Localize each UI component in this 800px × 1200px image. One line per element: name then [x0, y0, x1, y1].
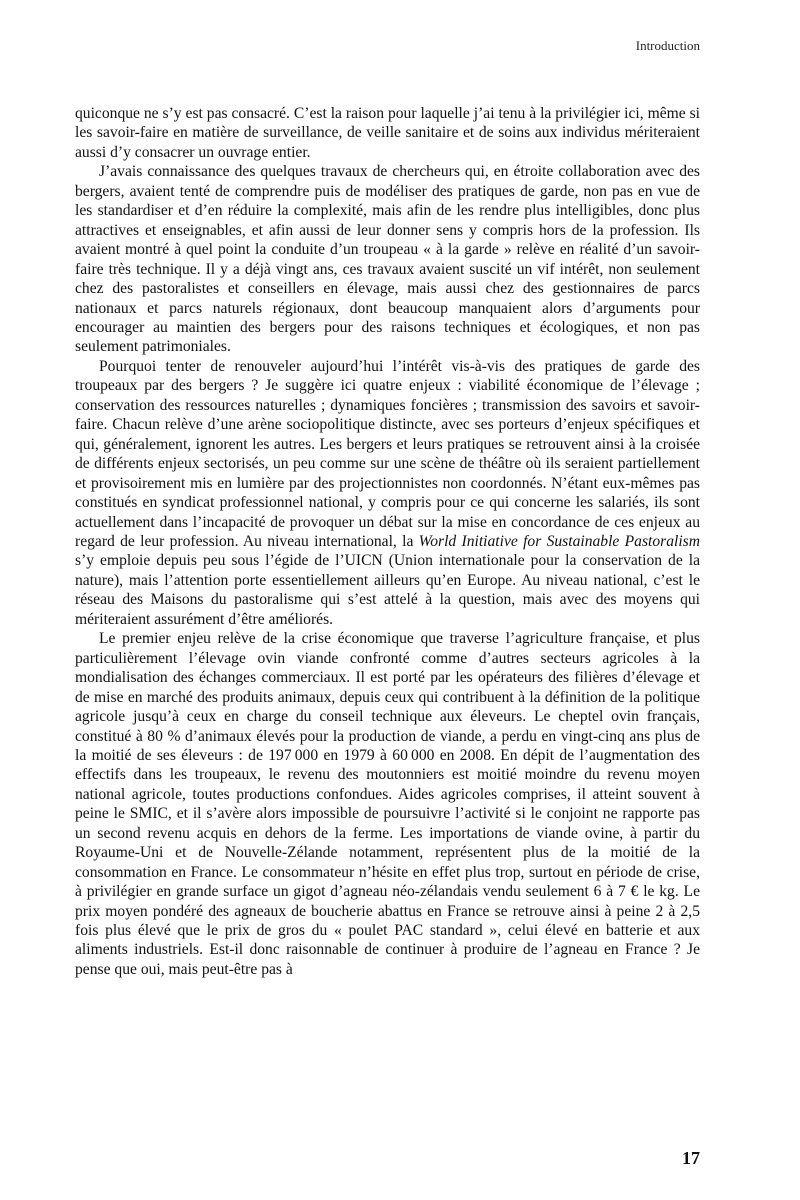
running-head: Introduction [635, 38, 700, 53]
paragraph-1: quiconque ne s’y est pas consacré. C’est la raison pour laquelle j’ai tenu à la privilégier ici, même si les savoir-faire en matière de surveillance, de veille sanitaire et de soins aux individus mériteraient aussi d’y consacrer un ouvrage entier. [75, 105, 700, 161]
paragraph-3-rest: s’y emploie depuis peu sous l’égide de l’UICN (Union internationale pour la conservation de la nature), mais l’attention porte essentiellement ailleurs qu’en Europe. Au niveau national, c’est le réseau des Maisons du pastoralisme qui s’est attelé à la question, mais avec des moyens qui mériteraient assurément d’être améliorés. [75, 552, 700, 628]
paragraph-4: Le premier enjeu relève de la crise économique que traverse l’agriculture française, et plus particulièrement l’élevage ovin viande confronté comme d’autres secteurs agricoles à la mondialisation des échanges commerciaux. Il est porté par les opérateurs des filières d’élevage et de mise en marché des produits animaux, depuis ceux qui contribuent à la définition de la politique agricole jusqu’à ceux en charge du conseil technique aux éleveurs. Le cheptel ovin français, constitué à 80 % d’animaux élevés pour la production de viande, a perdu en vingt-cinq ans plus de la moitié de ses éleveurs : de 197 000 en 1979 à 60 000 en 2008. En dépit de l’augmentation des effectifs dans les troupeaux, le revenu des moutonniers est moitié moindre du revenu moyen national agricole, toutes productions confondues. Aides agricoles comprises, il atteint souvent à peine le SMIC, et il s’avère alors impossible de poursuivre l’activité si le conjoint ne rapporte pas un second revenu acquis en dehors de la ferme. Les importations de viande ovine, à partir du Royaume-Uni et de Nouvelle-Zélande notamment, représentent plus de la moitié de la consommation en France. Le consommateur n’hésite en effet plus trop, surtout en période de crise, à privilégier en grande surface un gigot d’agneau néo-zélandais vendu seulement 6 à 7 € le kg. Le prix moyen pondéré des agneaux de boucherie abattus en France se retrouve ainsi à peine 2 à 2,5 fois plus élevé que le prix de gros du « poulet PAC standard », celui élevé en batterie et aux aliments industriels. Est-il donc raisonnable de continuer à produire de l’agneau en France ? Je pense que oui, mais peut-être pas à [75, 630, 700, 978]
body-text [75, 104, 700, 979]
paragraph-2: J’avais connaissance des quelques travaux de chercheurs qui, en étroite collaboration avec des bergers, avaient tenté de comprendre puis de modéliser des pratiques de garde, non pas en vue de les standardiser et d’en réduire la complexité, mais afin de les rendre plus intelligibles, donc plus attractives et enseignables, et afin aussi de leur donner sens y compris hors de la profession. Ils avaient montré à quel point la conduite d’un troupeau « à la garde » relève en réalité d’un savoir-faire très technique. Il y a déjà vingt ans, ces travaux avaient suscité un vif intérêt, non seulement chez des pastoralistes et conseillers en élevage, mais aussi chez des gestionnaires de parcs nationaux et parcs naturels régionaux, dont beaucoup manquaient alors d’arguments pour encourager au maintien des bergers pour des raisons techniques et écologiques, et non pas seulement patrimoniales. [75, 163, 700, 356]
page-number: 17 [682, 1148, 700, 1168]
paragraph-3-text: Pourquoi tenter de renouveler aujourd’hui l’intérêt vis-à-vis des pratiques de garde des troupeaux par des bergers ? Je suggère ici quatre enjeux : viabilité économique de l’élevage ; conservation des ressources naturelles ; dynamiques foncières ; transmission des savoirs et savoir-faire. Chacun relève d’une arène sociopolitique distincte, avec ses porteurs d’enjeux spécifiques et qui, généralement, ignorent les autres. Les bergers et leurs pratiques se retrouvent ainsi à la croisée de différents enjeux sectorisés, un peu comme sur une scène de théâtre où ils seraient partiellement et provisoirement mis en lumière par des projectionnistes non coordonnés. N’étant eux-mêmes pas constitués en syndicat professionnel national, y compris pour ce qui concerne les salariés, ils sont actuellement dans l’incapacité de provoquer un débat sur la mise en concordance de ces enjeux au regard de leur profession. Au niveau international, la [75, 357, 700, 550]
initiative-title: World Initiative for Sustainable Pastoralism [418, 532, 701, 550]
paragraph-3 [75, 357, 700, 629]
